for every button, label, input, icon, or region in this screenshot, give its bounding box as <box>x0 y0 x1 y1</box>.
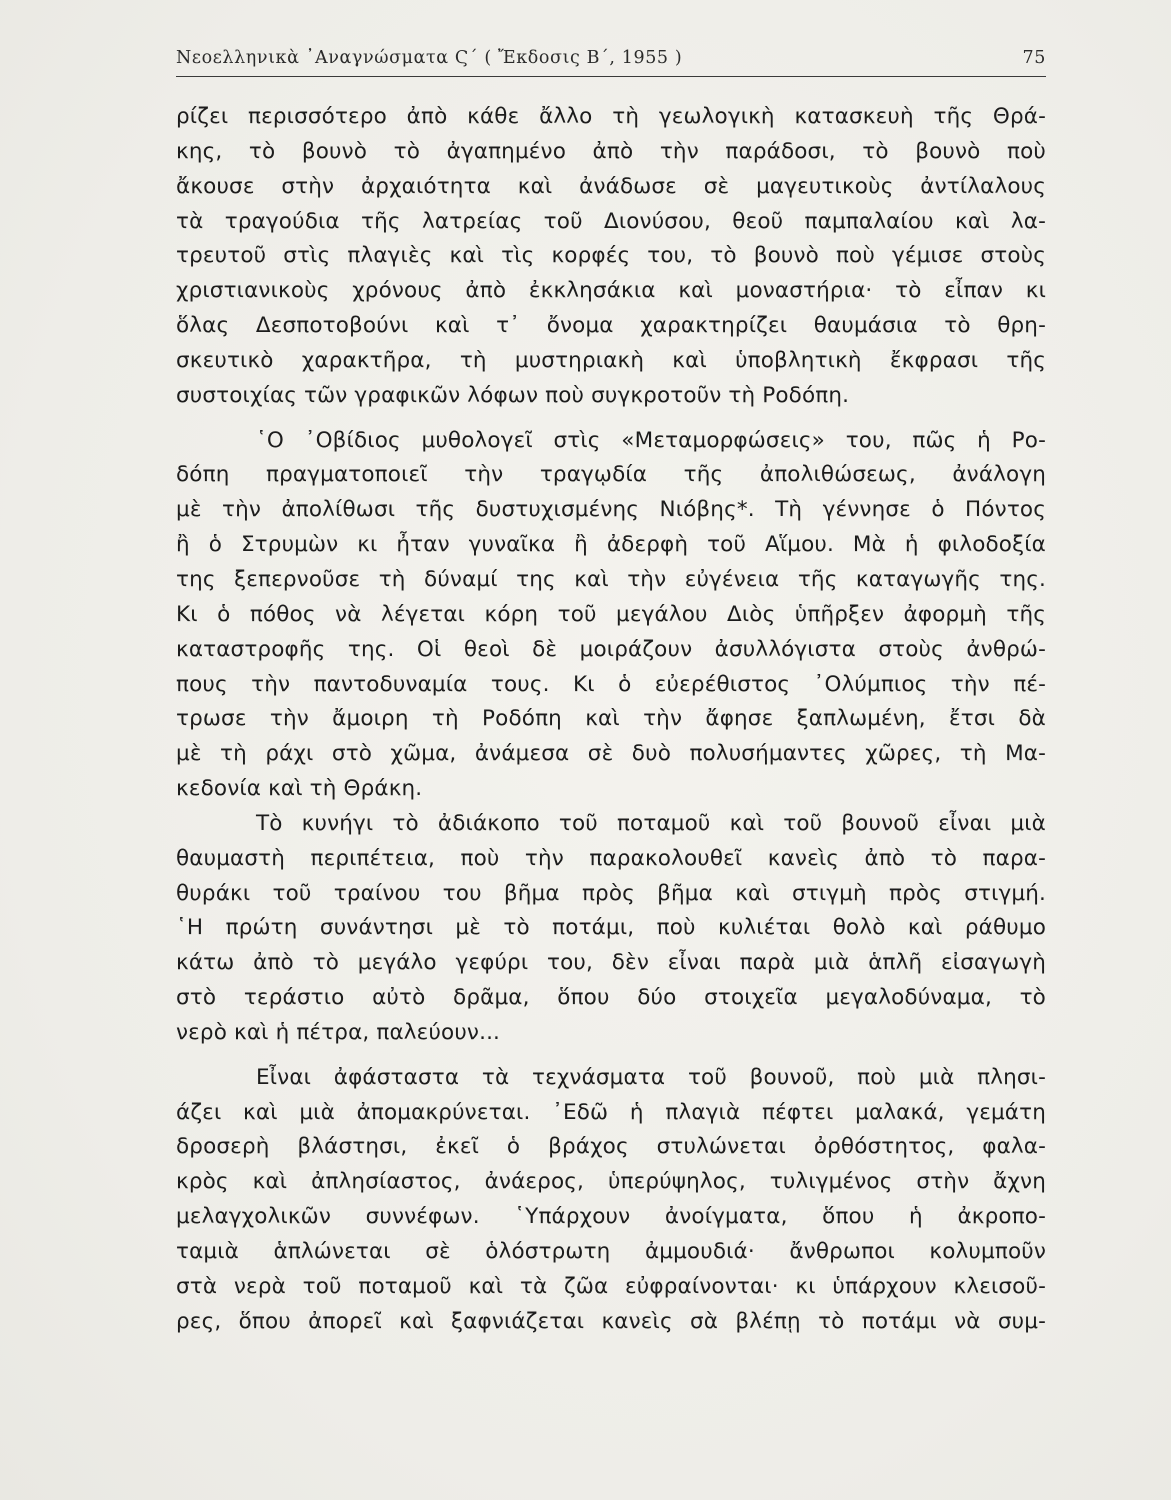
running-title: Νεοελληνικὰ ᾿Αναγνώσματα Ϛ΄ ( Ἔκδοσις Β΄, 1955 ) <box>176 48 683 68</box>
text-line: μελαγχολικῶν συννέφων. ῾Υπάρχουν ἀνοίγματα, ὅπου ἡ ἀκροπο- <box>176 1204 1046 1230</box>
text-line: κεδονία καὶ τὴ Θράκη. <box>176 776 423 802</box>
text-line: ρίζει περισσότερο ἀπὸ κάθε ἄλλο τὴ γεωλογικὴ κατασκευὴ τῆς Θρά- <box>176 104 1046 129</box>
text-line: χριστιανικοὺς χρόνους ἀπὸ ἐκκλησάκια καὶ μοναστήρια· τὸ εἶπαν κι <box>176 278 1046 304</box>
text-line: ταμιὰ ἁπλώνεται σὲ ὁλόστρωτη ἀμμουδιά· ἄνθρωποι κολυμποῦν <box>176 1239 1046 1264</box>
text-line: σκευτικὸ χαρακτῆρα, τὴ μυστηριακὴ καὶ ὑποβλητικὴ ἔκφρασι τῆς <box>176 347 1046 373</box>
text-line: τρωσε τὴν ἄμοιρη τὴ Ροδόπη καὶ τὴν ἄφησε ξαπλωμένη, ἔτσι δὰ <box>176 706 1046 732</box>
text-line: καταστροφῆς της. Οἱ θεοὶ δὲ μοιράζουν ἀσυλλόγιστα στοὺς ἀνθρώ- <box>176 636 1046 662</box>
text-line: δροσερὴ βλάστησι, ἐκεῖ ὁ βράχος στυλώνεται ὀρθόστητος, φαλα- <box>176 1134 1046 1160</box>
text-line: τὰ τραγούδια τῆς λατρείας τοῦ Διονύσου, θεοῦ παμπαλαίου καὶ λα- <box>176 208 1046 234</box>
text-line: ῾Ο ᾿Οβίδιος μυθολογεῖ στὶς «Μεταμορφώσεις» του, πῶς ἡ Ρο- <box>256 427 1046 453</box>
text-line: νερὸ καὶ ἡ πέτρα, παλεύουν... <box>176 1019 501 1045</box>
page-number: 75 <box>1022 48 1046 68</box>
text-line: τρευτοῦ στὶς πλαγιὲς καὶ τὶς κορφές του, τὸ βουνὸ ποὺ γέμισε στοὺς <box>176 243 1046 269</box>
text-line: θυράκι τοῦ τραίνου του βῆμα πρὸς βῆμα καὶ στιγμὴ πρὸς στιγμή. <box>176 880 1046 906</box>
text-line: δόπη πραγματοποιεῖ τὴν τραγῳδία τῆς ἀπολιθώσεως, ἀνάλογη <box>176 462 1046 488</box>
text-line: κης, τὸ βουνὸ τὸ ἀγαπημένο ἀπὸ τὴν παράδοσι, τὸ βουνὸ ποὺ <box>176 138 1046 164</box>
text-line: μὲ τὴ ράχι στὸ χῶμα, ἀνάμεσα σὲ δυὸ πολυσήμαντες χῶρες, τὴ Μα- <box>176 741 1046 767</box>
text-line: ὅλας Δεσποτοβούνι καὶ τ᾿ ὄνομα χαρακτηρίζει θαυμάσια τὸ θρη- <box>176 313 1046 339</box>
paragraph-gap <box>176 414 1046 424</box>
text-line: ρες, ὅπου ἀπορεῖ καὶ ξαφνιάζεται κανεὶς σὰ βλέπῃ τὸ ποτάμι νὰ συμ- <box>176 1308 1046 1334</box>
text-line: στὸ τεράστιο αὐτὸ δρᾶμα, ὅπου δύο στοιχεῖα μεγαλοδύναμα, τὸ <box>176 985 1046 1011</box>
text-line: πους τὴν παντοδυναμία τους. Κι ὁ εὐερέθιστος ᾿Ολύμπιος τὴν πέ- <box>176 671 1046 697</box>
text-line: ἢ ὁ Στρυμὼν κι ἦταν γυναῖκα ἢ ἀδερφὴ τοῦ Αἵμου. Μὰ ἡ φιλοδοξία <box>176 532 1046 558</box>
text-line: θαυμαστὴ περιπέτεια, ποὺ τὴν παρακολουθεῖ κανεὶς ἀπὸ τὸ παρα- <box>176 845 1046 871</box>
page-body <box>176 100 1046 1340</box>
text-line: συστοιχίας τῶν γραφικῶν λόφων ποὺ συγκροτοῦν τὴ Ροδόπη. <box>176 382 850 408</box>
text-line: Κι ὁ πόθος νὰ λέγεται κόρη τοῦ μεγάλου Διὸς ὑπῆρξεν ἀφορμὴ τῆς <box>176 601 1046 627</box>
text-line: κρὸς καὶ ἀπλησίαστος, ἀνάερος, ὑπερύψηλος, τυλιγμένος στὴν ἄχνη <box>176 1169 1046 1195</box>
text-line: κάτω ἀπὸ τὸ μεγάλο γεφύρι του, δὲν εἶναι παρὰ μιὰ ἁπλῆ εἰσαγωγὴ <box>176 950 1046 976</box>
text-line: της ξεπερνοῦσε τὴ δύναμί της καὶ τὴν εὐγένεια τῆς καταγωγῆς της. <box>176 566 1046 592</box>
text-line: ῾Η πρώτη συνάντησι μὲ τὸ ποτάμι, ποὺ κυλιέται θολὸ καὶ ράθυμο <box>176 915 1046 941</box>
text-line: Εἶναι ἀφάσταστα τὰ τεχνάσματα τοῦ βουνοῦ, ποὺ μιὰ πλησι- <box>256 1064 1046 1090</box>
text-line: Τὸ κυνήγι τὸ ἀδιάκοπο τοῦ ποταμοῦ καὶ τοῦ βουνοῦ εἶναι μιὰ <box>256 810 1046 836</box>
running-header <box>176 48 1046 77</box>
text-line: μὲ τὴν ἀπολίθωσι τῆς δυστυχισμένης Νιόβης*. Τὴ γέννησε ὁ Πόντος <box>176 497 1046 523</box>
paragraph-gap <box>176 1051 1046 1061</box>
text-line: ἄκουσε στὴν ἀρχαιότητα καὶ ἀνάδωσε σὲ μαγευτικοὺς ἀντίλαλους <box>176 173 1046 199</box>
text-line: στὰ νερὰ τοῦ ποταμοῦ καὶ τὰ ζῶα εὐφραίνονται· κι ὑπάρχουν κλεισοῦ- <box>176 1273 1046 1299</box>
text-line: άζει καὶ μιὰ ἀπομακρύνεται. ᾿Εδῶ ἡ πλαγιὰ πέφτει μαλακά, γεμάτη <box>176 1099 1046 1125</box>
